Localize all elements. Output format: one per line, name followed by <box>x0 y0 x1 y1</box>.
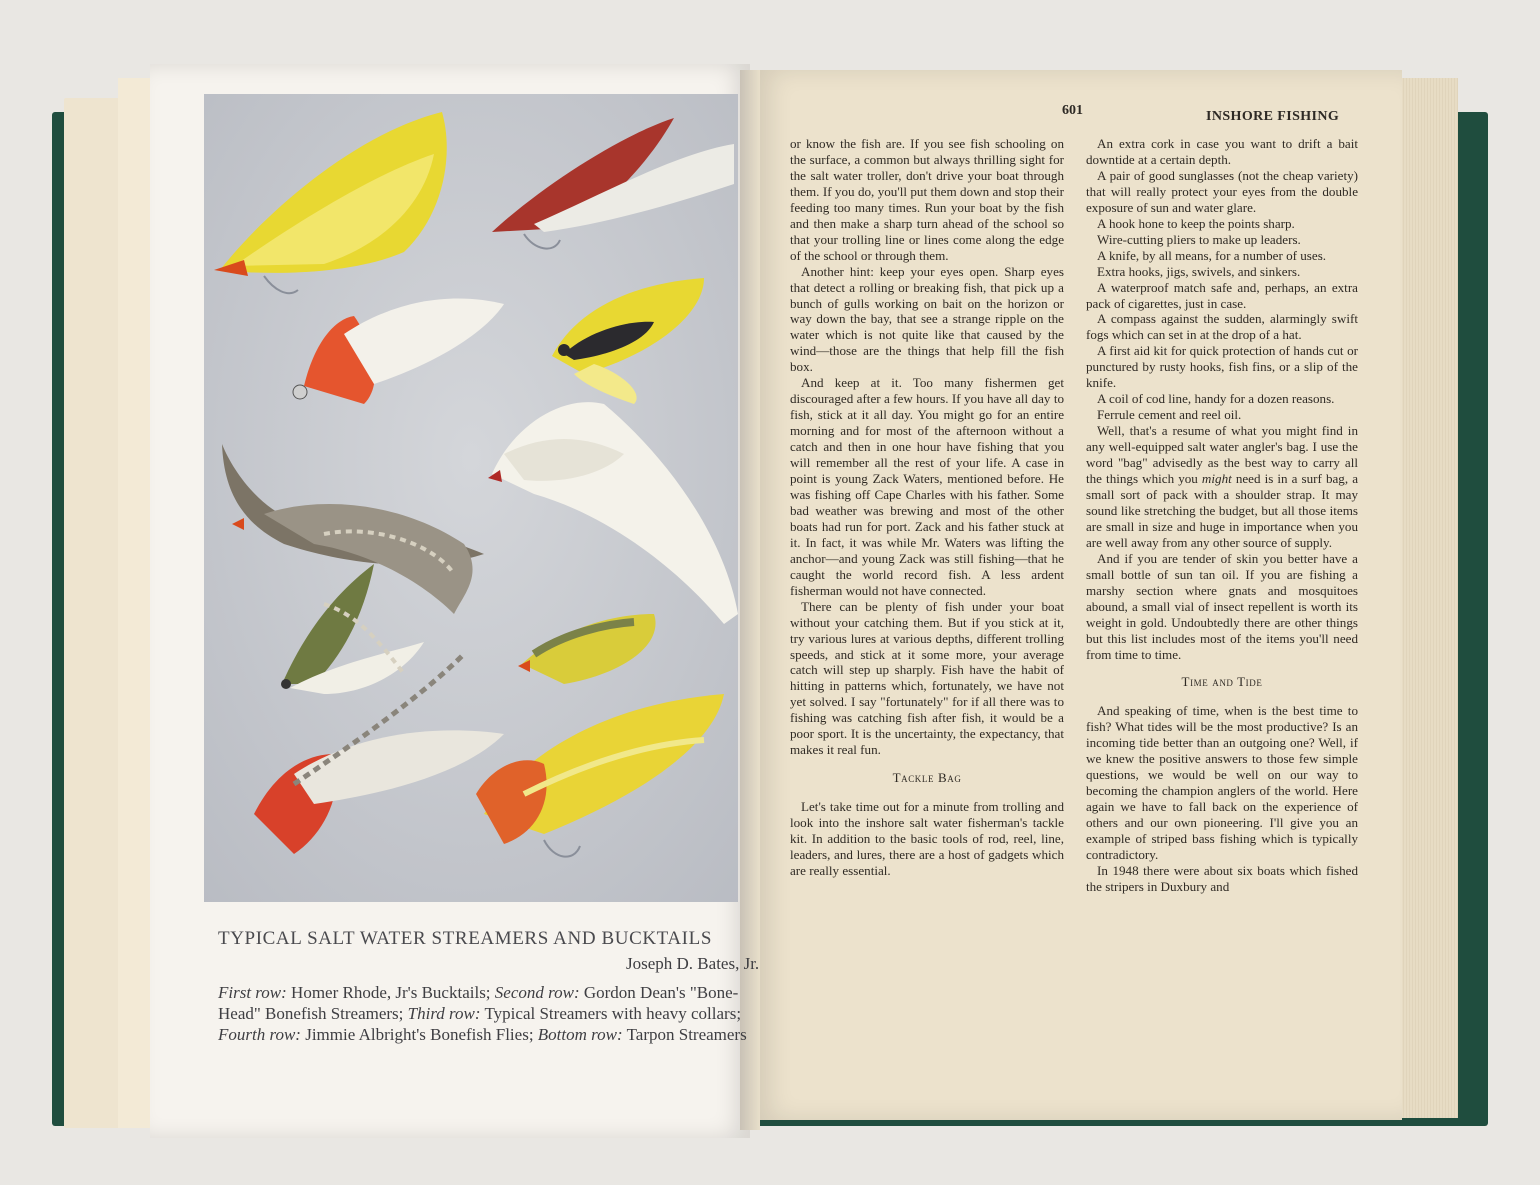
section-heading: Time and Tide <box>1181 674 1263 690</box>
caption-row-text: Homer Rhode, Jr's Bucktails; <box>286 983 495 1002</box>
paragraph: And if you are tender of skin you better have a small bottle of sun tan oil. If you are fishing a marshy section where gnats and mosquitoes abound, a small vial of insect repellent is worth its weight in gold. Undoubtedly there are other things but this list includes most of the items you'll need from time to time. <box>1086 550 1358 662</box>
paragraph: A pair of good sunglasses (not the cheap variety) that will really protect your eyes from the double exposure of sun and water glare. <box>1086 167 1358 215</box>
paragraph: A waterproof match safe and, perhaps, an extra pack of cigarettes, just in case. <box>1086 279 1358 311</box>
paragraph-text: need is in a surf bag, a small sort of pack with a shoulder strap. It may sound like stretching the budget, but all those items are small in size and huge in importance when you are well away from any other source of supply. <box>1086 471 1359 550</box>
paragraph: A knife, by all means, for a number of uses. <box>1097 247 1327 263</box>
paragraph: Ferrule cement and reel oil. <box>1097 407 1242 423</box>
running-title: INSHORE FISHING <box>1206 109 1340 124</box>
caption-row-text: Gordon Dean's "Bone-Head" Bonefish Streamers; <box>218 983 739 1023</box>
paragraph: A first aid kit for quick protection of hands cut or punctured by rusty hooks, fish fins, or a slip of the knife. <box>1086 343 1358 391</box>
paragraph: Extra hooks, jigs, swivels, and sinkers. <box>1097 263 1301 279</box>
paragraph: There can be plenty of fish under your boat without your catching them. But if you stick at it, try various lures at various depths, different trolling speeds, and stick at it some more, your average catch will step up sharply. Fish have the habit of hitting in patterns which, fortunately, we have not yet solved. I say "fortunately" for if all there was to fishing was catching fish after fish, it would be a poor sport. It is the uncertainty, the expectancy, that makes it real fun. <box>790 598 1064 758</box>
plate-caption-title: TYPICAL SALT WATER STREAMERS AND BUCKTAILS <box>218 928 712 949</box>
caption-row-label: Second row: <box>494 983 580 1002</box>
text-column-left <box>790 136 1064 879</box>
paragraph: In 1948 there were about six boats which fished the stripers in Duxbury and <box>1086 862 1358 894</box>
caption-row-text: Tarpon Streamers <box>622 1025 747 1044</box>
paragraph: Another hint: keep your eyes open. Sharp eyes that detect a rolling or breaking fish, that pick up a bunch of gulls working on bait on the horizon or way down the bay, that see a strange ripple on the water which is not quite like that caused by the wind—those are the things that help fill the fish box. <box>790 263 1064 375</box>
page-number: 601 <box>1062 103 1083 118</box>
caption-row-text: Typical Streamers with heavy collars; <box>480 1004 742 1023</box>
plate-credit: Joseph D. Bates, Jr. <box>626 954 760 973</box>
paragraph: A coil of cod line, handy for a dozen reasons. <box>1097 391 1335 407</box>
paragraph: And speaking of time, when is the best time to fish? What tides will be the most productive? Is an incoming tide better than an outgoing one? Well, if we knew the positive answers to those few simple questions, we would be well on our way to becoming the champion anglers of the world. Here again we have to fall back on the experience of others and our own pioneering. I'll give you an example of striped bass fishing which is typically contradictory. <box>1086 703 1358 862</box>
paragraph-text: Well, that's a resume of what you might find in any well-equipped salt water angler's bag. I use the word "bag" advisedly as the best way to carry all the things which you <box>1086 423 1358 487</box>
emphasis-text: might <box>1201 471 1232 487</box>
paragraph: or know the fish are. If you see fish schooling on the surface, a common but always thrilling sight for the salt water troller, don't drive your boat through them. If you do, you'll put them down and stop their feeding too many times. Run your boat by the fish and then make a sharp turn ahead of the school so that your trolling line or lines come along the edge of the school or through them. <box>790 136 1064 263</box>
caption-row-label: Third row: <box>407 1004 481 1023</box>
color-plate-flies <box>204 94 738 902</box>
paragraph: And keep at it. Too many fishermen get discouraged after a few hours. If you have all day to fish, stick at it all day. You might go for an entire morning and for most of the afternoon without a catch and then in one hour have fishing that you will remember all the rest of your life. A case in point is young Zack Waters, mentioned before. He was fishing off Cape Charles with his father. Some bad weather was brewing and most of the other boats had run for port. Zack and his father stuck at it. In fact, it was while Mr. Waters was lifting the anchor—and young Zack was still fishing—that he caught the world record fish. A less ardent fisherman would not have connected. <box>790 375 1064 598</box>
caption-row-label: First row: <box>218 983 287 1002</box>
paragraph: A hook hone to keep the points sharp. <box>1097 215 1295 231</box>
paragraph: Let's take time out for a minute from trolling and look into the inshore salt water fisherman's tackle kit. In addition to the basic tools of rod, reel, line, leaders, and lures, there are a host of gadgets which are really essential. <box>790 799 1064 878</box>
caption-row-label: Bottom row: <box>537 1025 623 1044</box>
flies-illustration <box>204 94 738 902</box>
paragraph: Wire-cutting pliers to make up leaders. <box>1097 231 1301 247</box>
text-column-right <box>1086 136 1358 895</box>
paragraph <box>1086 423 1358 551</box>
caption-row-label: Fourth row: <box>218 1025 301 1044</box>
plate-caption-body <box>218 982 754 1045</box>
paragraph: An extra cork in case you want to drift a bait downtide at a certain depth. <box>1086 136 1358 167</box>
caption-row-text: Jimmie Albright's Bonefish Flies; <box>300 1025 538 1044</box>
paragraph: A compass against the sudden, alarmingly swift fogs which can set in at the drop of a hat. <box>1086 311 1358 343</box>
section-heading: Tackle Bag <box>892 770 962 786</box>
